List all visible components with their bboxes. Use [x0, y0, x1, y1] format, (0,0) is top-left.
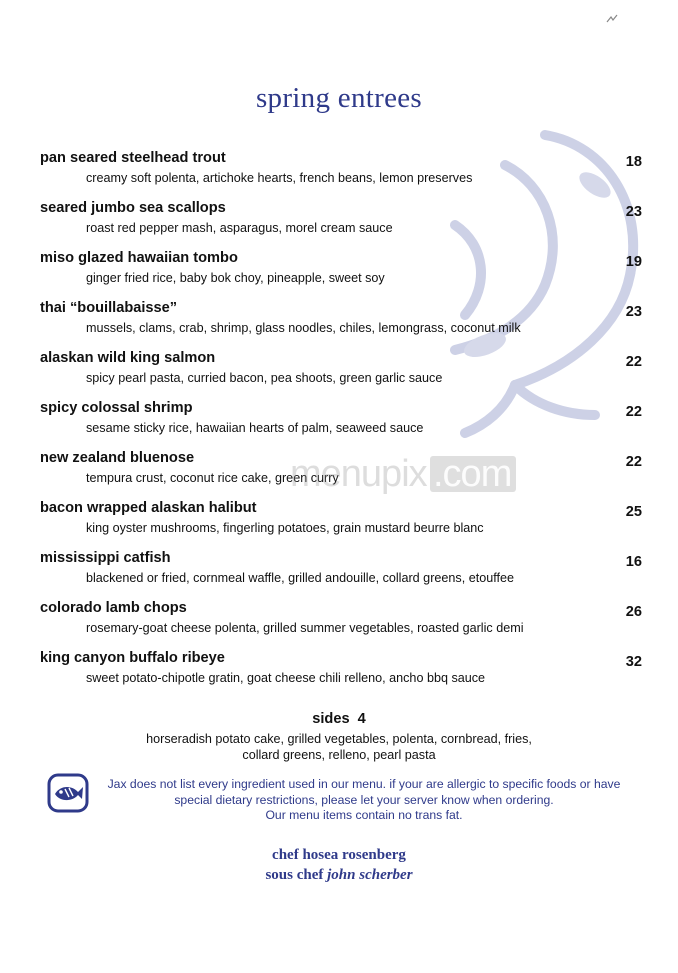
item-name: bacon wrapped alaskan halibut	[40, 500, 257, 516]
item-price: 19	[625, 254, 642, 270]
menu-item	[0, 500, 678, 550]
menu-item	[0, 300, 678, 350]
menu-item	[0, 400, 678, 450]
sides-list: horseradish potato cake, grilled vegetables, polenta, cornbread, fries, collard greens, relleno, pearl pasta	[146, 732, 532, 762]
corner-mark-icon	[606, 14, 618, 24]
chef-line	[0, 845, 678, 865]
item-price: 22	[625, 404, 642, 420]
item-description: spicy pearl pasta, curried bacon, pea shoots, green garlic sauce	[86, 371, 443, 385]
item-name: pan seared steelhead trout	[40, 150, 226, 166]
item-description: king oyster mushrooms, fingerling potatoes, grain mustard beurre blanc	[86, 521, 484, 535]
sides-label: sides	[312, 711, 350, 727]
watermark-right: .com	[433, 453, 512, 495]
chef-credits	[0, 845, 678, 885]
chef-name: hosea rosenberg	[302, 847, 406, 863]
menu-item	[0, 200, 678, 250]
item-description: tempura crust, coconut rice cake, green curry	[86, 471, 339, 485]
item-price: 25	[625, 504, 642, 520]
item-name: colorado lamb chops	[40, 600, 187, 616]
sides-price: 4	[357, 711, 366, 727]
item-name: thai “bouillabaisse”	[40, 300, 178, 316]
allergy-text: Jax does not list every ingredient used in our menu. if your are allergic to specific foods or have special dietary restrictions, please let your server know when ordering.	[107, 777, 621, 807]
trans-fat-text: Our menu items contain no trans fat.	[265, 808, 463, 822]
item-description: mussels, clams, crab, shrimp, glass noodles, chiles, lemongrass, coconut milk	[86, 321, 521, 335]
item-name: new zealand bluenose	[40, 450, 195, 466]
item-name: spicy colossal shrimp	[40, 400, 193, 416]
menu-title: spring entrees	[255, 82, 423, 114]
menu-item	[0, 600, 678, 650]
menu-item	[0, 450, 678, 500]
menu-item	[0, 350, 678, 400]
sides-heading	[0, 711, 678, 727]
item-name: king canyon buffalo ribeye	[40, 650, 225, 666]
entree-list	[0, 150, 678, 700]
menu-item	[0, 650, 678, 700]
item-description: creamy soft polenta, artichoke hearts, french beans, lemon preserves	[86, 171, 473, 185]
item-description: sesame sticky rice, hawaiian hearts of palm, seaweed sauce	[86, 421, 424, 435]
allergy-notice	[94, 777, 634, 824]
watermark-left: menupix	[290, 453, 427, 495]
item-price: 23	[625, 204, 642, 220]
item-price: 16	[625, 554, 642, 570]
item-description: rosemary-goat cheese polenta, grilled summer vegetables, roasted garlic demi	[86, 621, 524, 635]
item-description: ginger fried rice, baby bok choy, pineapple, sweet soy	[86, 271, 385, 285]
menu-item	[0, 150, 678, 200]
fish-allergy-icon	[47, 773, 89, 813]
item-name: seared jumbo sea scallops	[40, 200, 226, 216]
chef-title: chef	[272, 847, 299, 863]
item-description: roast red pepper mash, asparagus, morel cream sauce	[86, 221, 393, 235]
item-price: 32	[625, 654, 642, 670]
item-price: 23	[625, 304, 642, 320]
item-description: sweet potato-chipotle gratin, goat cheese chili relleno, ancho bbq sauce	[86, 671, 486, 685]
item-name: alaskan wild king salmon	[40, 350, 216, 366]
sous-chef-title-2: chef	[296, 867, 324, 883]
item-price: 26	[625, 604, 642, 620]
item-price: 22	[625, 454, 642, 470]
item-price: 22	[625, 354, 642, 370]
sous-chef-title-1: sous	[265, 867, 293, 883]
item-name: miso glazed hawaiian tombo	[40, 250, 238, 266]
sous-chef-name: john scherber	[327, 867, 413, 883]
item-price: 18	[625, 154, 642, 170]
menu-item	[0, 550, 678, 600]
sous-chef-line	[0, 865, 678, 885]
menu-item	[0, 250, 678, 300]
item-description: blackened or fried, cornmeal waffle, grilled andouille, collard greens, etouffee	[86, 571, 514, 585]
item-name: mississippi catfish	[40, 550, 171, 566]
